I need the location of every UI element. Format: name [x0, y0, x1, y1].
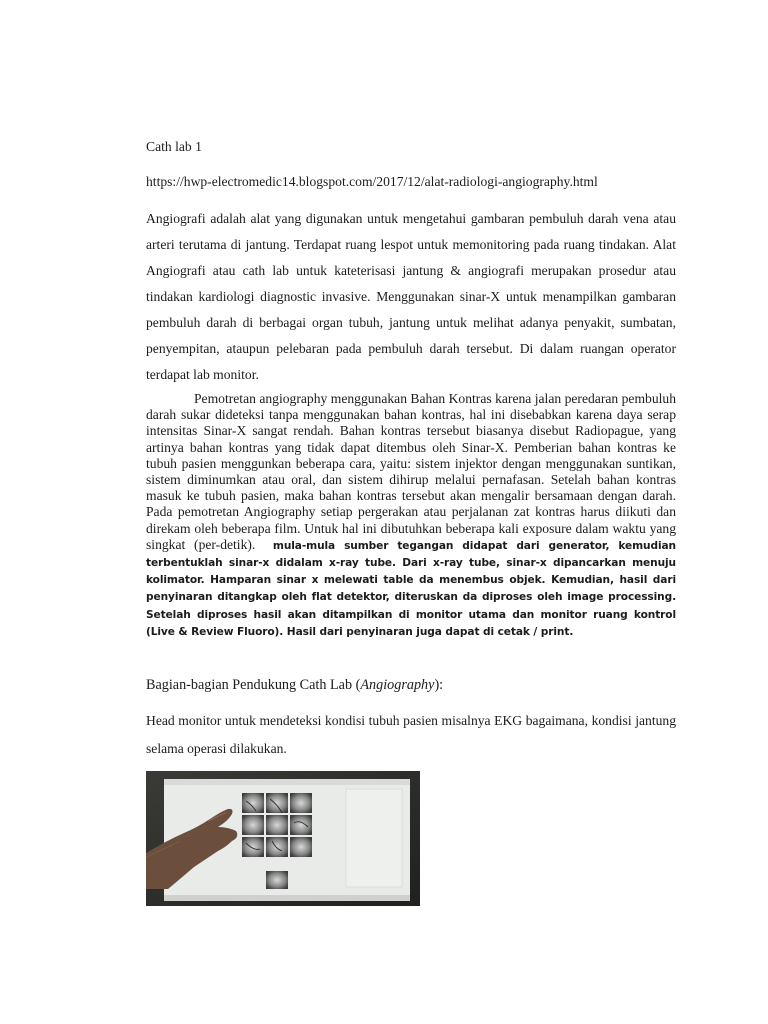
section-heading	[146, 677, 443, 694]
document-title: Cath lab 1	[146, 139, 202, 154]
section-heading-italic: Angiography	[360, 677, 435, 693]
paragraph-contrast-agent	[146, 391, 676, 640]
paragraph-angiografi-intro: Angiografi adalah alat yang digunakan untuk mengetahui gambaran pembuluh darah vena atau arteri terutama di jantung. Terdapat ruang lespot untuk memonitoring pada ruang tindakan. Alat Angiografi atau cath lab untuk kateterisasi jantung & angiografi merupakan prosedur atau tindakan kardiologi diagnostic invasive. Menggunakan sinar-X untuk menampilkan gambaran pembuluh darah di berbagai organ tubuh, jantung untuk melihat adanya penyakit, sumbatan, penyempitan, ataupun pelebaran pada pembuluh darah tersebut. Di dalam ruangan operator terdapat lab monitor.	[146, 211, 676, 382]
section-heading-suffix: ):	[434, 677, 444, 693]
section-heading-prefix: Bagian-bagian Pendukung Cath Lab (	[146, 677, 361, 693]
monitor-photo	[146, 771, 420, 906]
paragraph-xray-process-bold: mula-mula sumber tegangan didapat dari generator, kemudian terbentuklah sinar-x didalam x-ray tube. Dari x-ray tube, sinar-x dipancarkan menuju kolimator. Hamparan sinar x melewati table da menembus objek. Kemudian, hasil dari penyinaran ditangkap oleh flat detektor, diteruskan da diproses oleh image processing. Setelah diproses hasil akan ditampilkan di monitor utama dan monitor ruang kontrol (Live & Review Fluoro). Hasil dari penyinaran juga dapat di cetak / print.	[146, 539, 676, 638]
paragraph-head-monitor: Head monitor untuk mendeteksi kondisi tubuh pasien misalnya EKG bagaimana, kondisi jantung selama operasi dilakukan.	[146, 713, 676, 756]
source-url: https://hwp-electromedic14.blogspot.com/2017/12/alat-radiologi-angiography.html	[146, 174, 598, 189]
paragraph-contrast-agent-text: Pemotretan angiography menggunakan Bahan Kontras karena jalan peredaran pembuluh darah sukar dideteksi tanpa menggunakan bahan kontras, hal ini disebabkan karena daya serap intensitas Sinar-X sangat rendah. Bahan kontras tersebut biasanya disebut Radiopague, yang artinya bahan kontras yang tidak dapat ditembus oleh Sinar-X. Pemberian bahan kontras ke tubuh pasien menggunkan beberapa cara, yaitu: sistem injektor dengan menggunakan suntikan, sistem diminumkan atau oral, dan sistem dihirup melalui pernafasan. Setelah bahan kontras masuk ke tubuh pasien, maka bahan kontras tersebut akan mengalir bersamaan dengan darah. Pada pemotretan Angiography setiap pergerakan atau perjalanan zat kontras harus diikuti dan direkam oleh beberapa film. Untuk hal ini dibutuhkan beberapa kali exposure dalam waktu yang singkat (per-detik).	[146, 391, 676, 552]
